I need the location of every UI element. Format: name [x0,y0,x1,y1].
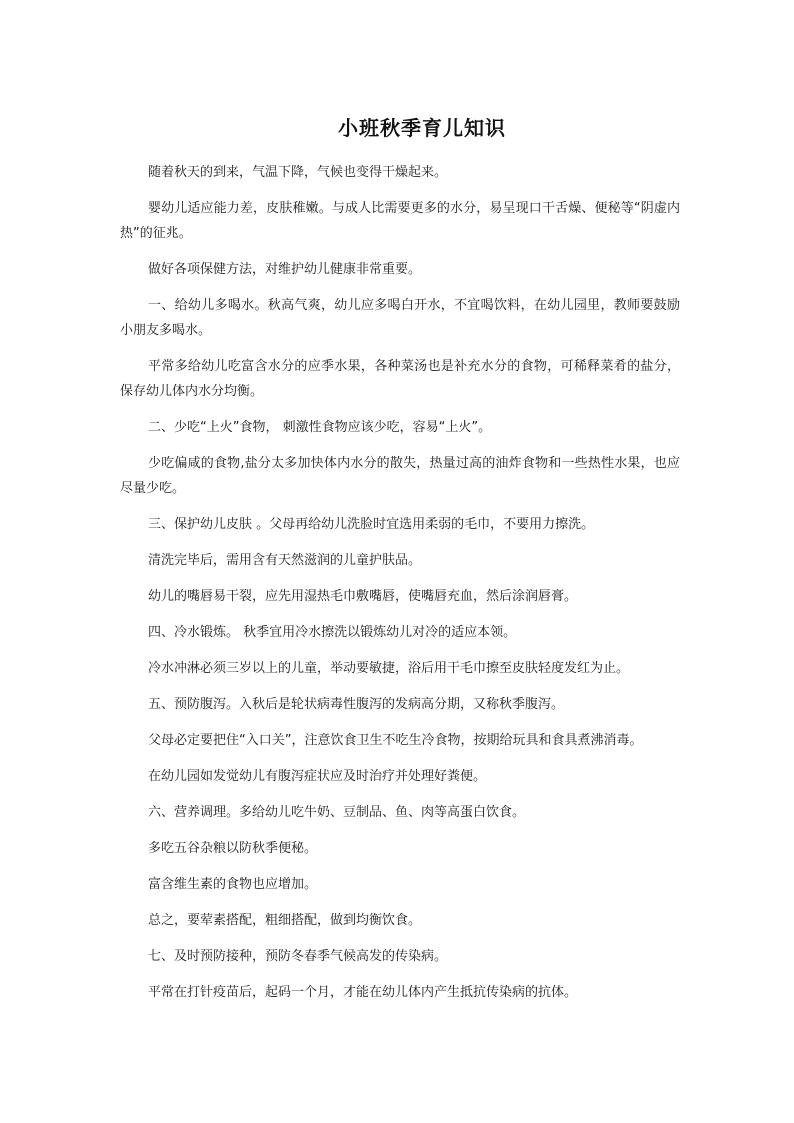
paragraph-21: 平常在打针疫苗后，起码一个月，才能在幼儿体内产生抵抗传染病的抗体。 [148,985,578,1000]
paragraph-6: 二、少吃“上火”食物， 刺激性食物应该少吃，容易“上火”。 [148,420,492,435]
paragraph-13: 五、预防腹泻。入秋后是轮状病毒性腹泻的发病高分期，又称秋季腹泻。 [148,697,565,712]
paragraph-8: 三、保护幼儿皮肤 。父母再给幼儿洗脸时宜选用柔弱的毛巾，不要用力擦洗。 [148,517,595,532]
paragraph-2: 婴幼儿适应能力差，皮肤稚嫩。与成人比需要更多的水分，易呈现口干舌燥、便秘等“阴虚内热”的征兆。 [120,201,680,241]
paragraph-12: 冷水冲淋必须三岁以上的儿童，举动要敏捷，浴后用干毛巾擦至皮肤轻度发红为止。 [148,661,630,676]
paragraph-15: 在幼儿园如发觉幼儿有腹泻症状应及时治疗并处理好粪便。 [148,769,487,784]
paragraph-20: 七、及时预防接种，预防冬春季气候高发的传染病。 [148,949,448,964]
paragraph-1: 随着秋天的到来，气温下降，气候也变得干燥起来。 [148,165,448,180]
paragraph-14: 父母必定要把住“入口关”，注意饮食卫生不吃生冷食物，按期给玩具和食具煮沸消毒。 [148,733,643,748]
paragraph-3: 做好各项保健方法，对维护幼儿健康非常重要。 [148,262,422,277]
paragraph-11: 四、冷水锻炼。 秋季宜用冷水擦洗以锻炼幼儿对冷的适应本领。 [148,625,517,640]
paragraph-7: 少吃偏咸的食物,盐分太多加快体内水分的散失，热量过高的油炸食物和一些热性水果，也应尽量少吃。 [120,456,680,496]
paragraph-5: 平常多给幼儿吃富含水分的应季水果，各种菜汤也是补充水分的食物，可稀释菜肴的盐分，保存幼儿体内水分均衡。 [120,359,680,399]
paragraph-10: 幼儿的嘴唇易干裂，应先用湿热毛巾敷嘴唇，使嘴唇充血，然后涂润唇膏。 [148,589,578,604]
paragraph-17: 多吃五谷杂粮以防秋季便秘。 [148,841,318,856]
page-title: 小班秋季育儿知识 [338,116,506,140]
paragraph-4: 一、给幼儿多喝水。秋高气爽，幼儿应多喝白开水，不宜喝饮料，在幼儿园里，教师要鼓励小朋友多喝水。 [120,298,680,338]
document-body [120,160,680,1016]
paragraph-16: 六、营养调理。多给幼儿吃牛奶、豆制品、鱼、肉等高蛋白饮食。 [148,805,526,820]
paragraph-9: 清洗完毕后，需用含有天然滋润的儿童护肤品。 [148,553,422,568]
paragraph-18: 富含维生素的食物也应增加。 [148,877,318,892]
paragraph-19: 总之，要荤素搭配，粗细搭配，做到均衡饮食。 [148,913,422,928]
